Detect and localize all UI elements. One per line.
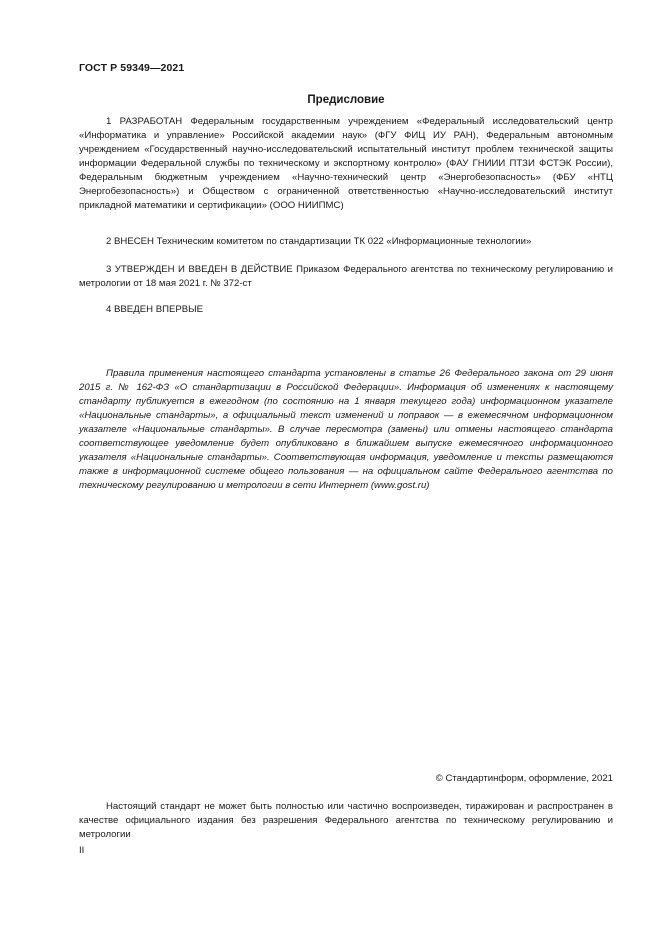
copyright-line: © Стандартинформ, оформление, 2021 bbox=[435, 773, 613, 784]
page-title: Предисловие bbox=[307, 94, 385, 106]
foreword-item-approved: 3 УТВЕРЖДЕН И ВВЕДЕН В ДЕЙСТВИЕ Приказом Федерального агентства по техническому регулированию и метрологии от 18 мая 2021 г. № 372-ст bbox=[79, 264, 613, 289]
foreword-item-submitted: 2 ВНЕСЕН Техническим комитетом по стандартизации ТК 022 «Информационные технологии» bbox=[106, 236, 532, 247]
page-number: II bbox=[79, 845, 85, 856]
foreword-item-introduced: 4 ВВЕДЕН ВПЕРВЫЕ bbox=[106, 304, 204, 315]
reproduction-notice: Настоящий стандарт не может быть полностью или частично воспроизведен, тиражирован и распространен в качестве официального издания без разрешения Федерального агентства по техническому регулированию и метрологии bbox=[79, 801, 613, 840]
application-rules-notice: Правила применения настоящего стандарта установлены в статье 26 Федерального закона от 29 июня 2015 г. № 162-ФЗ «О стандартизации в Российской Федерации». Информация об изменениях к настоящему стандарту публикуется в ежегодном (по состоянию на 1 января текущего года) информационном указателе «Национальные стандарты», а официальный текст изменений и поправок — в ежемесячном информационном указателе «Национальные стандарты». В случае пересмотра (замены) или отмены настоящего стандарта соответствующее уведомление будет опубликовано в ближайшем выпуске ежемесячного информационного указателя «Национальные стандарты». Соответствующая информация, уведомление и тексты размещаются также в информационной системе общего пользования — на официальном сайте Федерального агентства по техническому регулированию и метрологии в сети Интернет (www.gost.ru) bbox=[79, 368, 613, 491]
foreword-item-developed: 1 РАЗРАБОТАН Федеральным государственным учреждением «Федеральный исследовательский центр «Информатика и управление» Российской академии наук» (ФГУ ФИЦ ИУ РАН), Федеральным автономным учреждением «Государственный научно-исследовательский испытательный институт проблем технической защиты информации Федеральной службы по техническому и экспортному контролю» (ФАУ ГНИИИ ПТЗИ ФСТЭК России), Федеральным бюджетным учреждением «Научно-технический центр «Энергобезопасность» (ФБУ «НТЦ Энергобезопасность») и Обществом с ограниченной ответственностью «Научно-исследовательский институт прикладной математики и сертификации» (ООО НИИПМС) bbox=[79, 116, 613, 211]
standard-code-header: ГОСТ Р 59349—2021 bbox=[79, 62, 185, 74]
